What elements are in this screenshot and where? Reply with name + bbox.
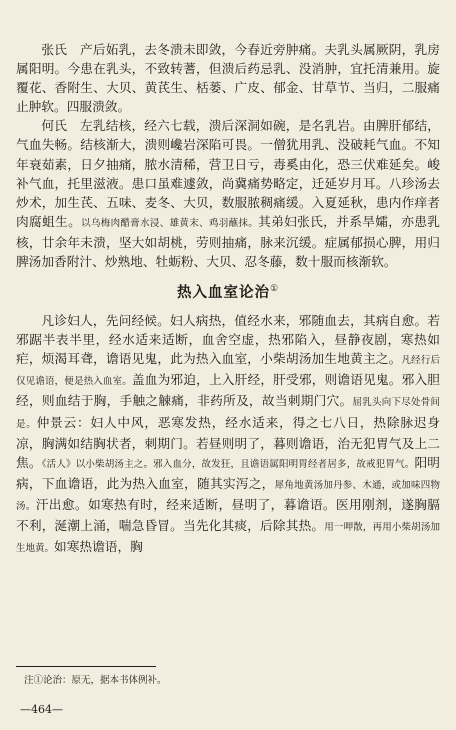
- paragraph-he-tail: 其弟妇张氏，并系旱孀，亦患乳核，廿余年未溃，坚大如胡桃，劳则抽痛，脉来沉缓。症属郁损心脾，用归脾汤加香附汁、炒熟地、牡蛎粉、大贝、忍冬藤，数十服而核渐软。: [16, 213, 440, 270]
- section-note-1: 凡经行后仅见谵语，便是热入血室。: [16, 355, 440, 388]
- section-footnote-marker: ①: [269, 284, 280, 295]
- section-note-4: 犀角地黄汤加丹参、木通，或加味四物汤。: [16, 479, 440, 512]
- section-note-3: 《活人》以小柴胡汤主之。邪入血分，故发狂，且谵语属阳明胃经者居多，故戒犯胃气。: [41, 458, 415, 470]
- section-note-5: 用一呷散，再用小柴胡汤加生地黄。: [16, 521, 440, 555]
- footnote-rule: [16, 666, 156, 667]
- paragraph-zhang: [16, 40, 440, 116]
- section-text-b: 盖血为邪迫，上入肝经，肝受邪，则谵语见鬼。邪入胆经，则血结于胸，手触之觫痛，非药所及，故当刺期门穴。: [16, 372, 440, 409]
- paragraph-he-text: 何氏 左乳结核，经六七载，溃后深洞如碗，是名乳岩。由脾肝郁结，气血失畅。结核渐大，溃则巉岩深陷可畏。一僧犹用乳、没破耗气血。不知年衰茹素，日夕抽痛，脓水清稀，营卫日亏，毒奚由化，恐三伏难延矣。峻补气血，托里滋液。患口虽难遽敛，尚冀痛势略定，迁延岁月耳。八珍汤去炒术，加生芪、五味、麦冬、大贝，数服脓稠痛缓。入夏延秋，患内作痒者肉腐蛆生。: [16, 118, 440, 229]
- section-title: [16, 280, 440, 302]
- section-text-e: 汗出愈。如寒热有时，经来适断，昼明了，暮谵语。医用刚剂，遂胸膈不利，涎潮上涌，喘急昏冒。当先化其痰，后除其热。: [16, 496, 440, 533]
- footnote: 注①论治：原无，据本书体例补。: [24, 675, 167, 686]
- paragraph-he-note: 以乌梅肉醋膏水浸、雄黄末、鸡羽蘸抹。: [81, 217, 259, 229]
- main-text: [16, 40, 440, 558]
- paragraph-he: [16, 116, 440, 271]
- page-number: —464—: [20, 703, 63, 716]
- section-text-c: 仲景云：妇人中风，恶寒发热，经水适来，得之七八日，热除脉迟身凉，胸满如结胸状者，刺期门。若昼则明了，暮则谵语，治无犯胃气及上二焦。: [16, 414, 440, 470]
- paragraph-zhang-text: 张氏 产后妬乳，去冬溃未即敛，今春近旁肿痛。夫乳头属厥阴，乳房属阳明。今患在乳头，不致转蓍，但溃后药忌乳、没消肿，宜托清兼用。旋覆花、香附生、大贝、黄芪生、栝蒌、广皮、郁金、甘草节、当归，二服痛止肿软。四服溃敛。: [16, 42, 440, 115]
- section-note-2: 屈乳头向下尽处骨间是。: [16, 397, 440, 430]
- section-text-f: 如寒热谵语，胸: [54, 539, 143, 555]
- paragraph-section: [16, 311, 440, 558]
- section-title-text: 热入血室论治: [176, 283, 270, 301]
- section-text-d: 阳明病，下血谵语，此为热入血室，随其实泻之，: [16, 454, 440, 491]
- section-text-a: 凡诊妇人，先问经候。妇人病热，值经水来，邪随血去，其病自愈。若邪踞半表半里，经水适来适断，血舍空虚，热邪陷入，昼静夜剧，寒热如疟，烦渴耳聋，谵语见鬼，此为热入血室，小柴胡汤加生地黄主之。: [16, 313, 440, 367]
